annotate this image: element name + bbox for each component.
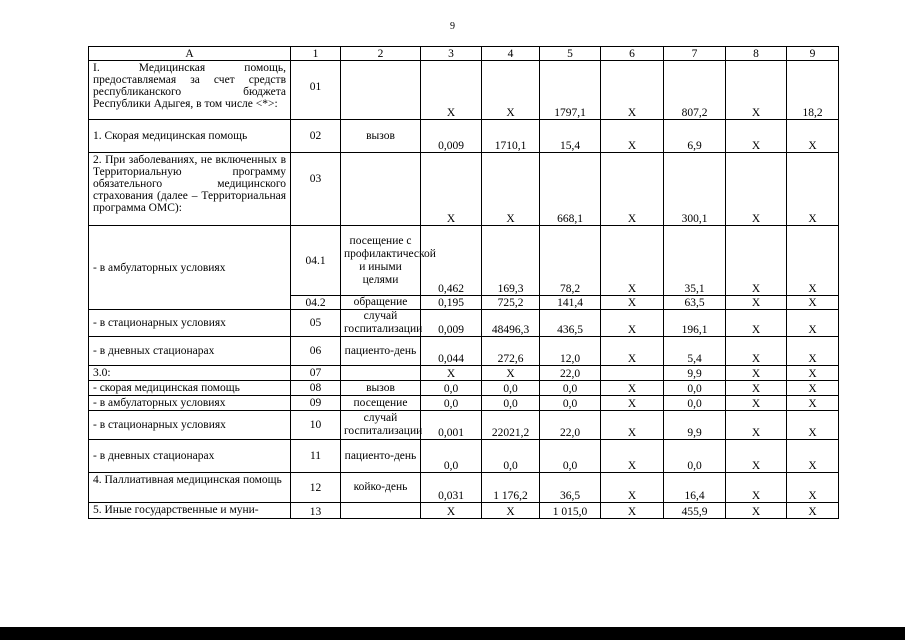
cell-c8: X [726,120,787,153]
cell-c3: 0,009 [421,310,482,337]
cell-c4: 169,3 [482,226,540,296]
cell-c8: X [726,473,787,503]
cell-c9: X [787,411,839,440]
cell-c5: 36,5 [540,473,601,503]
scan-edge-bar [0,627,905,640]
col-header-6: 6 [601,47,664,61]
cell-c9: X [787,473,839,503]
page-number: 9 [450,21,455,32]
cell-c3: 0,001 [421,411,482,440]
row-name: I. Медицинская помощь, предоставляемая за счет средств республиканского бюджета Республики Адыгея, в том числе <*>: [89,61,291,120]
cell-c8: X [726,310,787,337]
cell-c4: 0,0 [482,381,540,396]
cell-c8: X [726,503,787,519]
cell-c3: X [421,153,482,226]
cell-c5: 0,0 [540,381,601,396]
cell-c9: X [787,296,839,310]
row-name: - в дневных стационарах [89,337,291,366]
cell-c7: 63,5 [664,296,726,310]
cell-c6: X [601,153,664,226]
cell-c8: X [726,226,787,296]
col-header-8: 8 [726,47,787,61]
cell-c6: X [601,337,664,366]
col-header-9: 9 [787,47,839,61]
cell-c7: 9,9 [664,366,726,381]
row-code: 02 [291,120,341,153]
col-header-4: 4 [482,47,540,61]
row-unit: посещение с профилактической и иными целями [341,226,421,296]
table-row [89,153,839,226]
cell-c6: X [601,503,664,519]
cell-c9: X [787,153,839,226]
cell-c3: 0,462 [421,226,482,296]
row-unit: случай госпитализации [341,310,421,337]
cell-c5: 668,1 [540,153,601,226]
cell-c7: 807,2 [664,61,726,120]
cell-c9: X [787,226,839,296]
cell-c9: X [787,310,839,337]
row-code: 01 [291,61,341,120]
row-code: 04.2 [291,296,341,310]
cell-c3: 0,0 [421,396,482,411]
col-header-7: 7 [664,47,726,61]
col-header-a: A [89,47,291,61]
cell-c3: 0,0 [421,440,482,473]
cell-c5: 22,0 [540,366,601,381]
cell-c9: 18,2 [787,61,839,120]
cell-c3: 0,031 [421,473,482,503]
cell-c7: 0,0 [664,381,726,396]
cell-c7: 0,0 [664,440,726,473]
col-header-1: 1 [291,47,341,61]
table-row [89,396,839,411]
row-code: 06 [291,337,341,366]
cell-c4: 1710,1 [482,120,540,153]
cell-c9: X [787,337,839,366]
cell-c4: X [482,61,540,120]
cell-c7: 455,9 [664,503,726,519]
cell-c7: 16,4 [664,473,726,503]
cell-c5: 1797,1 [540,61,601,120]
table-row [89,503,839,519]
cell-c3: 0,009 [421,120,482,153]
cell-c9: X [787,440,839,473]
cell-c4: 48496,3 [482,310,540,337]
table-row [89,473,839,503]
row-code: 09 [291,396,341,411]
cell-c8: X [726,153,787,226]
row-unit: вызов [341,381,421,396]
cell-c3: X [421,61,482,120]
cell-c3: 0,195 [421,296,482,310]
row-name: - в амбулаторных условиях [89,396,291,411]
row-code: 11 [291,440,341,473]
cell-c6: X [601,440,664,473]
row-unit: посещение [341,396,421,411]
cell-c4: 272,6 [482,337,540,366]
row-unit: пациенто-день [341,337,421,366]
cell-c9: X [787,381,839,396]
row-unit: койко-день [341,473,421,503]
cell-c7: 6,9 [664,120,726,153]
row-name: 1. Скорая медицинская помощь [89,120,291,153]
cell-c6: X [601,61,664,120]
cell-c6: X [601,226,664,296]
cell-c5: 22,0 [540,411,601,440]
row-name: - в стационарных условиях [89,310,291,337]
table-row [89,337,839,366]
cell-c3: 0,0 [421,381,482,396]
row-name: - скорая медицинская помощь [89,381,291,396]
cell-c6: X [601,396,664,411]
row-name: - в амбулаторных условиях [89,226,291,310]
cell-c4: X [482,366,540,381]
row-unit [341,153,421,226]
row-name: - в стационарных условиях [89,411,291,440]
cell-c6: X [601,411,664,440]
cell-c8: X [726,440,787,473]
row-name: 3.0: [89,366,291,381]
cell-c6: X [601,120,664,153]
table-row [89,120,839,153]
table-row [89,310,839,337]
row-code: 04.1 [291,226,341,296]
table-row [89,411,839,440]
cell-c5: 0,0 [540,396,601,411]
col-header-2: 2 [341,47,421,61]
cell-c3: X [421,366,482,381]
table-row [89,61,839,120]
cell-c8: X [726,366,787,381]
row-unit: обращение [341,296,421,310]
cell-c9: X [787,366,839,381]
row-code: 12 [291,473,341,503]
row-name: 2. При заболеваниях, не включенных в Территориальную программу обязательного медицинского страхования (далее – Территориальная программа ОМС): [89,153,291,226]
row-unit: вызов [341,120,421,153]
row-code: 05 [291,310,341,337]
cell-c8: X [726,61,787,120]
row-unit: случай госпитализации [341,411,421,440]
cell-c3: 0,044 [421,337,482,366]
cell-c7: 196,1 [664,310,726,337]
cell-c8: X [726,296,787,310]
table-row [89,381,839,396]
cell-c7: 5,4 [664,337,726,366]
cell-c5: 78,2 [540,226,601,296]
table-row [89,440,839,473]
row-code: 07 [291,366,341,381]
row-unit [341,503,421,519]
cell-c5: 436,5 [540,310,601,337]
cell-c4: 0,0 [482,440,540,473]
cell-c9: X [787,503,839,519]
cell-c6: X [601,310,664,337]
cell-c4: 22021,2 [482,411,540,440]
cell-c6 [601,366,664,381]
cell-c9: X [787,396,839,411]
cell-c4: X [482,153,540,226]
col-header-3: 3 [421,47,482,61]
cell-c9: X [787,120,839,153]
row-name: 4. Паллиативная медицинская помощь [89,473,291,503]
row-code: 13 [291,503,341,519]
cell-c5: 1 015,0 [540,503,601,519]
table-row [89,366,839,381]
cell-c7: 9,9 [664,411,726,440]
cell-c4: 0,0 [482,396,540,411]
row-code: 10 [291,411,341,440]
cell-c6: X [601,381,664,396]
cell-c3: X [421,503,482,519]
row-name: - в дневных стационарах [89,440,291,473]
cell-c4: 725,2 [482,296,540,310]
cell-c4: X [482,503,540,519]
header-row [89,47,839,61]
cell-c8: X [726,396,787,411]
cell-c5: 15,4 [540,120,601,153]
cell-c6: X [601,473,664,503]
cell-c7: 35,1 [664,226,726,296]
cell-c8: X [726,337,787,366]
cell-c7: 300,1 [664,153,726,226]
row-unit [341,61,421,120]
col-header-5: 5 [540,47,601,61]
financing-table [88,46,839,519]
row-unit: пациенто-день [341,440,421,473]
cell-c8: X [726,381,787,396]
row-unit [341,366,421,381]
cell-c4: 1 176,2 [482,473,540,503]
table-row [89,226,839,296]
row-code: 08 [291,381,341,396]
cell-c7: 0,0 [664,396,726,411]
cell-c5: 141,4 [540,296,601,310]
row-name: 5. Иные государственные и муни- [89,503,291,519]
cell-c8: X [726,411,787,440]
row-code: 03 [291,153,341,226]
cell-c5: 0,0 [540,440,601,473]
cell-c6: X [601,296,664,310]
cell-c5: 12,0 [540,337,601,366]
